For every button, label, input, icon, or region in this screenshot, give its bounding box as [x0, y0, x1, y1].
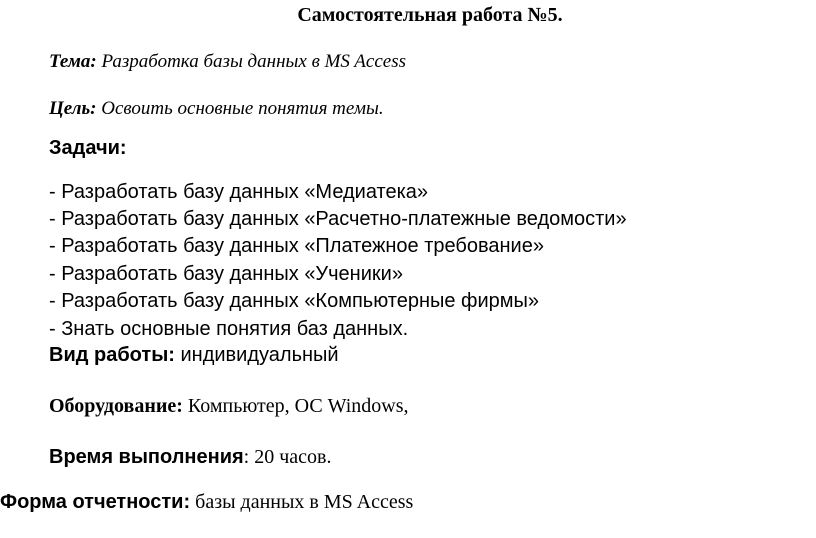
goal-line	[49, 99, 384, 118]
work-type-line	[49, 345, 339, 365]
topic-label: Тема:	[49, 51, 97, 72]
duration-label: Время выполнения	[49, 446, 244, 468]
report-form-value: базы данных в MS Access	[190, 491, 414, 513]
task-item: - Разработать базу данных «Расчетно-платежные ведомости»	[49, 208, 627, 230]
task-item: - Знать основные понятия баз данных.	[49, 318, 409, 340]
goal-value: Освоить основные понятия темы.	[96, 98, 384, 119]
duration-value: : 20 часов.	[243, 446, 332, 468]
task-item: - Разработать базу данных «Компьютерные фирмы»	[49, 290, 540, 312]
task-item: - Разработать базу данных «Медиатека»	[49, 181, 429, 203]
work-type-label: Вид работы:	[49, 344, 175, 366]
task-item: - Разработать базу данных «Ученики»	[49, 263, 403, 285]
topic-value: Разработка базы данных в MS Access	[96, 51, 406, 72]
topic-line	[49, 52, 406, 71]
tasks-heading: Задачи:	[49, 137, 127, 159]
goal-label: Цель:	[49, 98, 97, 119]
equipment-line	[49, 396, 409, 416]
equipment-value: Компьютер, ОС Windows,	[182, 395, 409, 417]
report-form-line	[0, 492, 413, 512]
equipment-label: Оборудование:	[49, 395, 183, 417]
page-title: Самостоятельная работа №5.	[297, 4, 563, 26]
duration-line	[49, 447, 331, 467]
task-item: - Разработать базу данных «Платежное требование»	[49, 235, 544, 257]
report-form-label: Форма отчетности:	[0, 491, 191, 513]
work-type-value: индивидуальный	[174, 344, 339, 366]
